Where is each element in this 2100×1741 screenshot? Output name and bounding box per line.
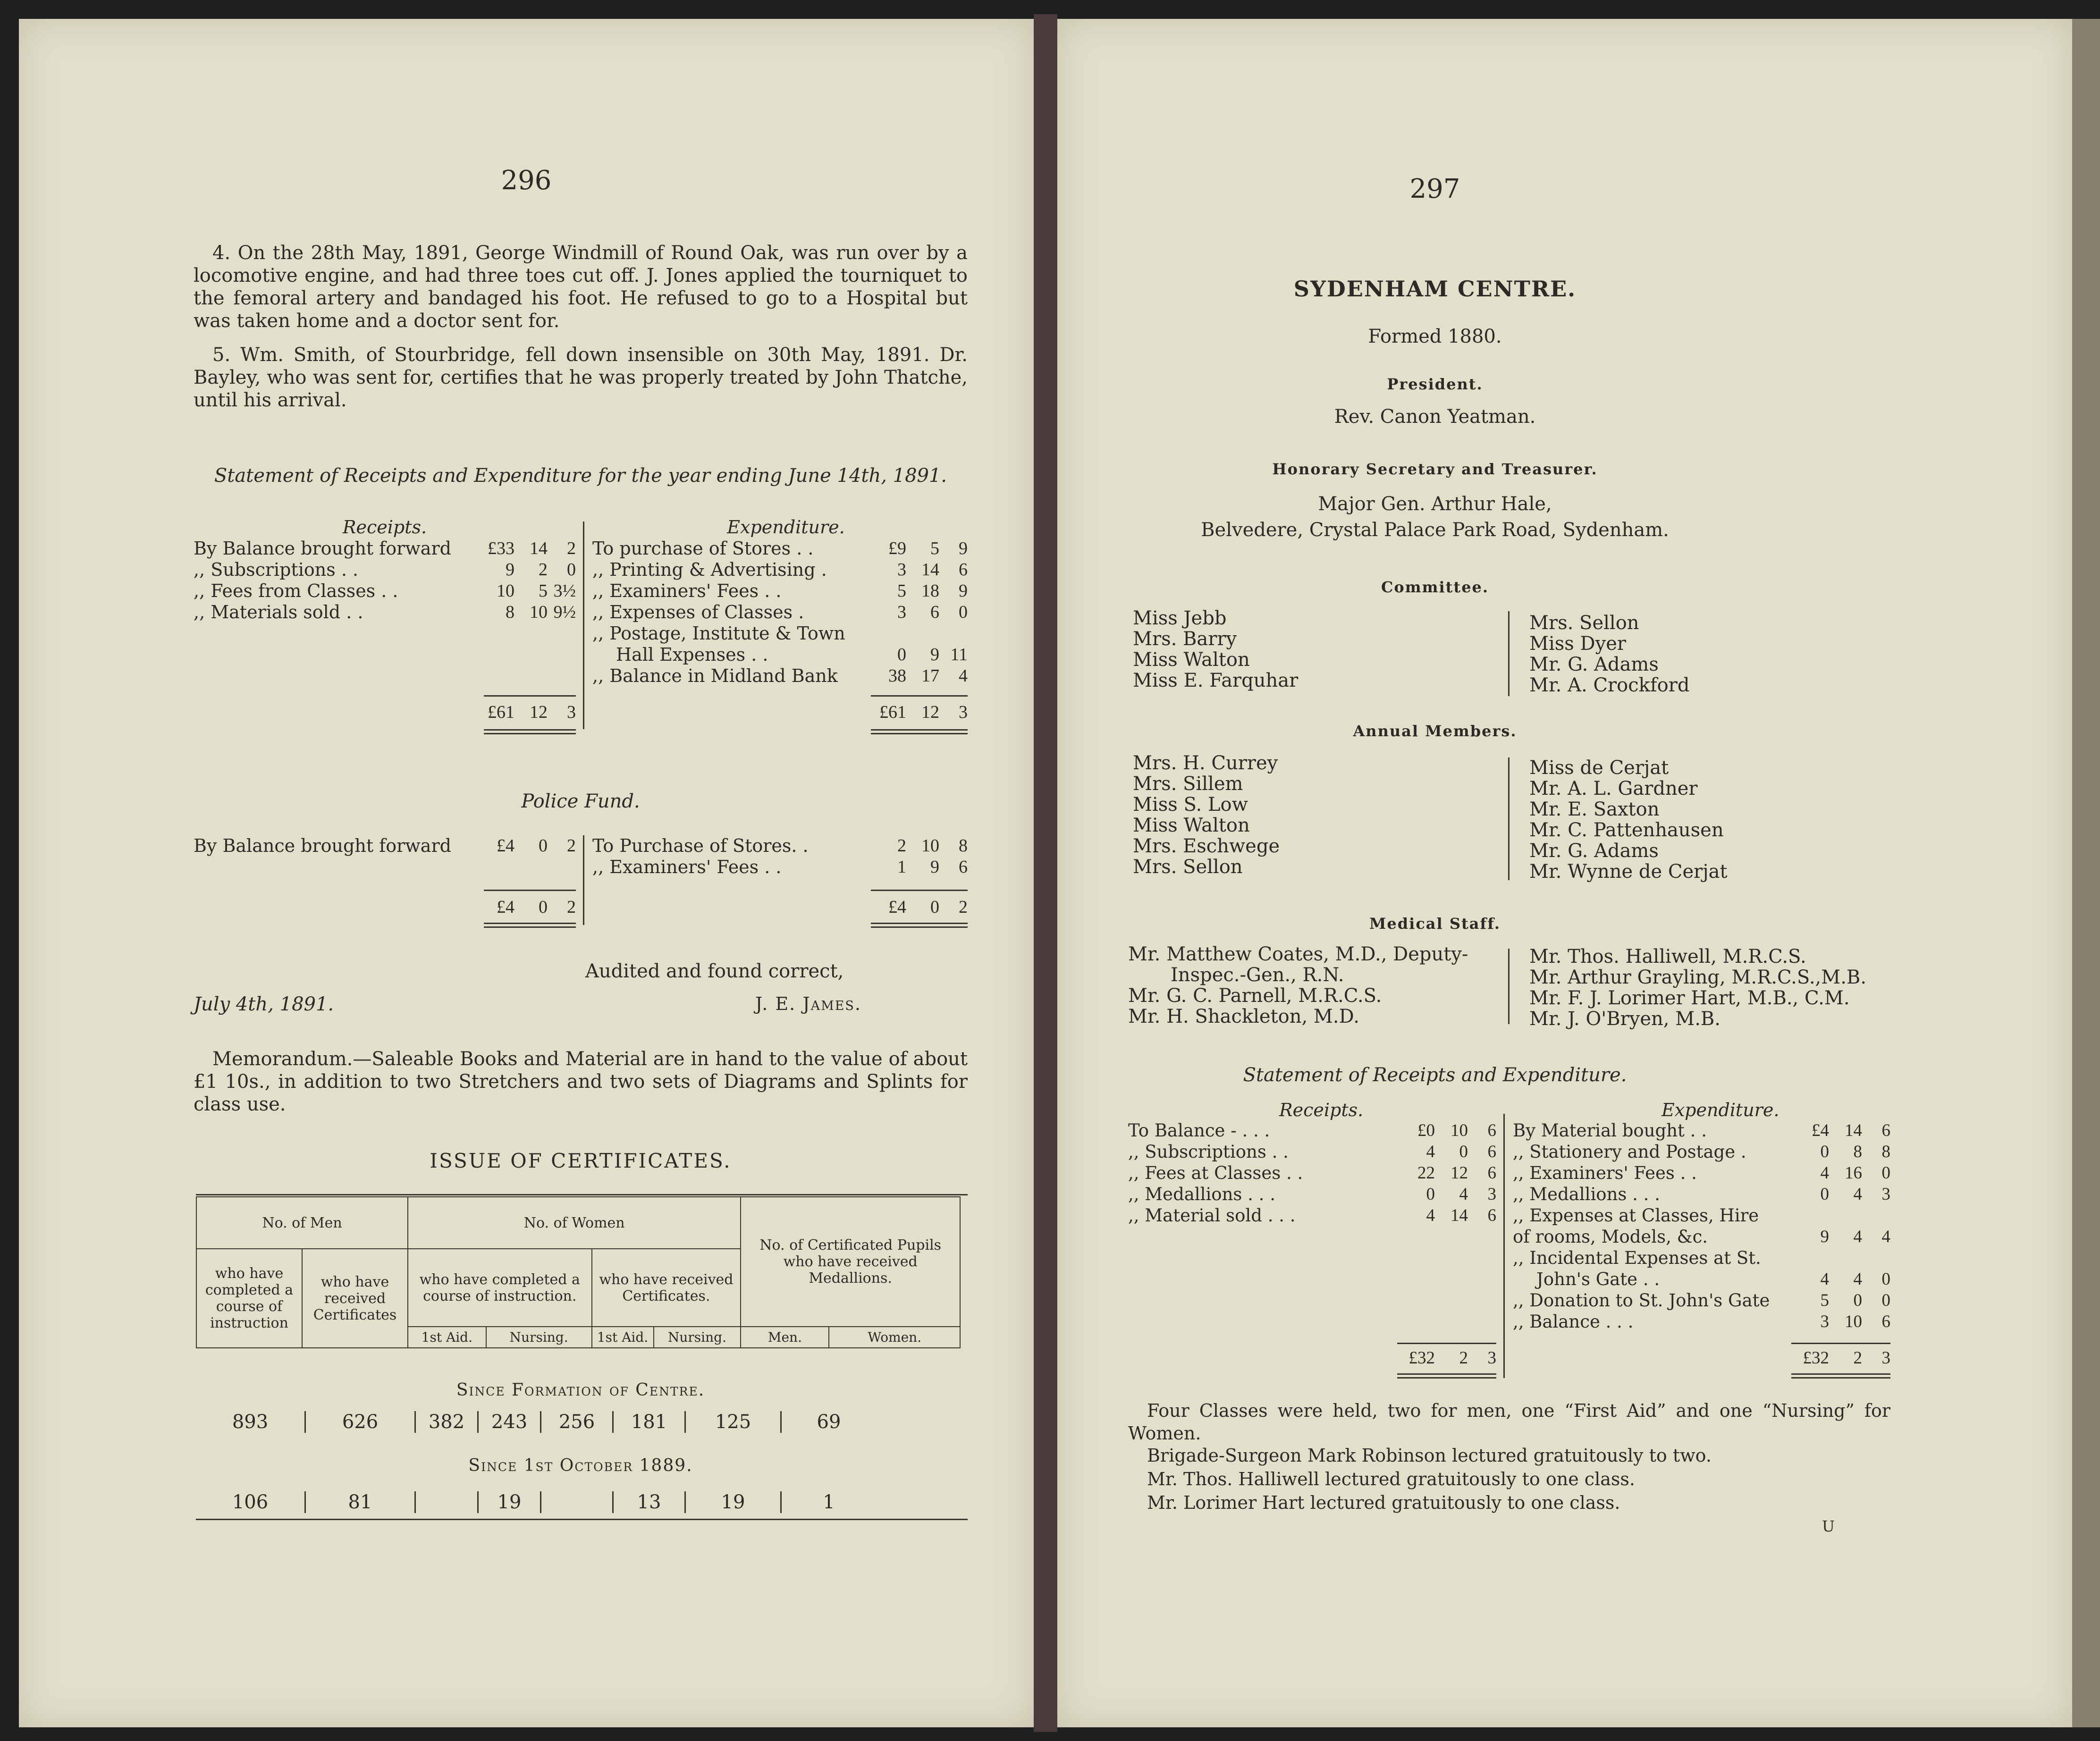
ledger-row [1513, 1141, 1890, 1162]
pounds-total: £32 [1803, 1348, 1829, 1368]
shillings-value: 17 [921, 666, 939, 686]
pounds-value: 0 [1820, 1142, 1829, 1161]
member-name: Mr. G. Adams [1529, 654, 1659, 675]
ledger-label: ,, Fees from Classes . . [194, 580, 398, 601]
table-top-rule [196, 1194, 968, 1195]
pence-value: 3½ [553, 581, 576, 601]
ledger-label: ,, Examiners' Fees . . [592, 580, 782, 601]
pence-value: 0 [1881, 1163, 1890, 1183]
ledger-divider [1503, 1114, 1505, 1378]
receipts-heading: Receipts. [1279, 1100, 1364, 1120]
signature-mark: U [1822, 1517, 1835, 1535]
shillings-value: 14 [921, 560, 939, 580]
ledger-row [1513, 1269, 1890, 1290]
pence-total: 3 [959, 702, 968, 722]
pounds-value: £9 [888, 538, 906, 558]
police-expenditure [592, 835, 968, 878]
pounds-value: 3 [897, 602, 906, 622]
ledger-row [194, 538, 576, 559]
expenditure-total [592, 702, 968, 723]
member-name: Mr. C. Pattenhausen [1529, 819, 1724, 841]
receipts-ledger [194, 538, 576, 623]
member-name: Miss Walton [1133, 815, 1250, 836]
ledger-divider [583, 835, 584, 925]
auditor-name: J. E. James. [755, 993, 862, 1014]
pounds-value: 38 [888, 666, 906, 686]
receipts-total [194, 702, 576, 723]
certificate-count: 106 [196, 1491, 306, 1513]
shillings-value: 8 [1853, 1142, 1862, 1161]
pence-value: 0 [567, 560, 576, 580]
ledger-row [1513, 1247, 1890, 1269]
shillings-value: 4 [1853, 1185, 1862, 1204]
shillings-total: 0 [539, 897, 548, 917]
pence-value: 6 [1487, 1142, 1496, 1161]
certificate-count [541, 1491, 614, 1513]
nursing-header: Nursing. [486, 1327, 592, 1348]
certificate-count: 81 [306, 1491, 416, 1513]
ledger-label: ,, Material sold . . . [1128, 1205, 1296, 1226]
ledger-label: John's Gate . . [1536, 1269, 1660, 1289]
shillings-value: 9 [930, 857, 939, 877]
pounds-value: 4 [1820, 1163, 1829, 1183]
member-name: Mrs. Sellon [1529, 612, 1639, 634]
police-receipts [194, 835, 576, 857]
shillings-value: 5 [930, 538, 939, 558]
member-name: Miss Dyer [1529, 633, 1626, 655]
ledger-label: To purchase of Stores . . [592, 538, 814, 559]
shillings-value: 4 [1459, 1185, 1468, 1204]
pence-value: 2 [567, 836, 576, 856]
pounds-value: 3 [1820, 1312, 1829, 1331]
pence-value: 11 [950, 645, 968, 664]
women-completed-header: who have completed a course of instruction. [408, 1249, 592, 1327]
member-name: Mr. F. J. Lorimer Hart, M.B., C.M. [1529, 987, 1850, 1009]
expenditure-heading: Expenditure. [1661, 1100, 1780, 1120]
expenditure-total [1513, 1347, 1890, 1369]
member-name: Mr. G. C. Parnell, M.R.C.S. [1128, 985, 1382, 1007]
double-rule [871, 923, 968, 928]
certificate-count: 1 [823, 1491, 835, 1513]
double-rule [484, 923, 576, 928]
medical-staff-heading: Medical Staff. [1369, 915, 1501, 933]
ledger-row [1513, 1226, 1890, 1247]
pounds-value: £4 [497, 836, 514, 856]
total-rule [1397, 1343, 1496, 1344]
ledger-label: of rooms, Models, &c. [1513, 1227, 1708, 1247]
table-bottom-rule [196, 1519, 968, 1520]
ledger-label: ,, Expenses at Classes, Hire [1513, 1205, 1759, 1226]
pounds-value: 0 [1820, 1185, 1829, 1204]
member-name: Miss Walton [1133, 649, 1250, 671]
list-divider [1508, 611, 1510, 696]
ledger-label: ,, Incidental Expenses at St. [1513, 1248, 1761, 1268]
secretary-address: Belvedere, Crystal Palace Park Road, Sydenham. [1201, 519, 1669, 541]
ledger-row [194, 559, 576, 580]
shillings-value: 12 [1451, 1163, 1468, 1183]
pounds-value [1791, 1247, 1829, 1269]
since-october-heading: Since 1st October 1889. [468, 1456, 693, 1475]
men-header: No. of Men [196, 1197, 408, 1249]
member-name: Mrs. Eschwege [1133, 835, 1280, 857]
pounds-value: 0 [1426, 1185, 1435, 1204]
pounds-value: £4 [1812, 1121, 1829, 1140]
certificate-count: 626 [306, 1411, 416, 1433]
certificate-count: 13 [614, 1491, 686, 1513]
police-total-left [194, 897, 576, 918]
ledger-row [592, 857, 968, 878]
shillings-value: 10 [1845, 1312, 1862, 1331]
pounds-value: 22 [1417, 1163, 1435, 1183]
expenditure-ledger [1513, 1120, 1890, 1332]
ledger-row [592, 602, 968, 623]
ledger-row [194, 602, 576, 623]
shillings-value: 10 [921, 836, 939, 856]
women-received-header: who have received Certificates. [592, 1249, 741, 1327]
ledger-row [592, 835, 968, 857]
double-rule [484, 729, 576, 734]
ledger-row [592, 559, 968, 580]
shillings-value: 14 [530, 538, 548, 558]
ledger-label: ,, Donation to St. John's Gate [1513, 1290, 1770, 1311]
ledger-label: ,, Balance in Midland Bank [592, 665, 838, 686]
first-aid-header: 1st Aid. [592, 1327, 654, 1348]
member-name: Mrs. Sellon [1133, 856, 1243, 878]
classes-note: Four Classes were held, two for men, one “First Aid” and one “Nursing” for Women. [1128, 1400, 1890, 1444]
shillings-total: 12 [921, 702, 939, 722]
ledger-label: ,, Postage, Institute & Town [592, 623, 845, 644]
pounds-value: £33 [488, 538, 514, 558]
statement-title: Statement of Receipts and Expenditure. [1243, 1064, 1627, 1086]
pence-total: 2 [567, 897, 576, 917]
pounds-value: 4 [1426, 1142, 1435, 1161]
ledger-divider [583, 521, 584, 729]
pence-value: 6 [1487, 1121, 1496, 1140]
certificate-count: 19 [479, 1491, 541, 1513]
shillings-value: 0 [539, 836, 548, 856]
shillings-value [906, 623, 939, 644]
pounds-value: 4 [1426, 1206, 1435, 1225]
pence-value: 4 [1881, 1227, 1890, 1246]
men-completed-header: who have completed a course of instruction [196, 1249, 302, 1348]
total-rule [484, 695, 576, 697]
medallions-header: No. of Certificated Pupils who have received Medallions. [741, 1197, 960, 1327]
member-name: Mr. Arthur Grayling, M.R.C.S.,M.B. [1529, 967, 1867, 988]
ledger-label: ,, Examiners' Fees . . [1513, 1163, 1697, 1183]
certificate-count: 243 [479, 1411, 541, 1433]
since-october-row [196, 1491, 961, 1513]
shillings-value: 10 [1451, 1121, 1468, 1140]
nursing-header: Nursing. [654, 1327, 741, 1348]
issue-of-certificates-title: ISSUE OF CERTIFICATES. [430, 1149, 732, 1172]
ledger-label: ,, Printing & Advertising . [592, 559, 827, 580]
double-rule [1791, 1373, 1890, 1379]
pence-value [1862, 1247, 1890, 1269]
shillings-total: 2 [1853, 1348, 1862, 1368]
receipts-heading: Receipts. [342, 517, 427, 538]
medallions-women-header: Women. [829, 1327, 960, 1348]
ledger-row [1128, 1141, 1496, 1162]
certificate-count: 382 [416, 1411, 479, 1433]
member-name: Mr. Thos. Halliwell, M.R.C.S. [1529, 946, 1806, 967]
ledger-row [194, 580, 576, 602]
book-gutter [1034, 14, 1057, 1732]
since-formation-row [196, 1411, 961, 1433]
shillings-value [1829, 1205, 1862, 1226]
certificates-table [196, 1196, 961, 1348]
pence-total: 3 [1487, 1348, 1496, 1368]
total-rule [1791, 1343, 1890, 1344]
pence-value: 6 [1881, 1121, 1890, 1140]
pounds-value: £0 [1417, 1121, 1435, 1140]
pence-value: 8 [959, 836, 968, 856]
shillings-value: 5 [539, 581, 548, 601]
member-name: Miss E. Farquhar [1133, 670, 1299, 691]
shillings-value: 18 [921, 581, 939, 601]
double-rule [871, 729, 968, 734]
statement-title: Statement of Receipts and Expenditure for the year ending June 14th, 1891. [214, 465, 947, 487]
ledger-label: ,, Examiners' Fees . . [592, 857, 782, 877]
member-name: Mr. E. Saxton [1529, 799, 1660, 820]
annual-members-heading: Annual Members. [1353, 722, 1517, 740]
expenditure-heading: Expenditure. [727, 517, 845, 538]
pounds-value: 1 [897, 857, 906, 877]
police-total-right [592, 897, 968, 918]
member-name: Mr. G. Adams [1529, 840, 1659, 862]
ledger-label: ,, Balance . . . [1513, 1312, 1634, 1332]
ledger-row [592, 623, 968, 644]
centre-title: SYDENHAM CENTRE. [1293, 276, 1577, 302]
pence-total: 3 [567, 702, 576, 722]
pounds-value [869, 623, 906, 644]
pence-value: 4 [959, 666, 968, 686]
pence-value: 9 [959, 581, 968, 601]
total-rule [484, 890, 576, 891]
double-rule [1397, 1373, 1496, 1379]
ledger-row [1513, 1290, 1890, 1311]
member-name: Mr. A. Crockford [1529, 674, 1690, 696]
pence-value: 3 [1487, 1185, 1496, 1204]
pounds-value: 3 [897, 560, 906, 580]
pence-total: 3 [1881, 1348, 1890, 1368]
ledger-row [1128, 1184, 1496, 1205]
secretary-heading: Honorary Secretary and Treasurer. [1272, 460, 1598, 478]
pounds-value: 10 [497, 581, 514, 601]
memorandum: Memorandum.—Saleable Books and Material are in hand to the value of about £1 10s., in addition to two Stretchers and two sets of Diagrams and Splints for class use. [194, 1048, 968, 1115]
shillings-value: 2 [539, 560, 548, 580]
shillings-value: 4 [1853, 1270, 1862, 1289]
certificate-count: 19 [686, 1491, 782, 1513]
receipts-ledger [1128, 1120, 1496, 1226]
member-name: Mrs. Barry [1133, 628, 1237, 650]
member-name: Miss de Cerjat [1529, 757, 1669, 779]
president-name: Rev. Canon Yeatman. [1334, 406, 1536, 428]
since-formation-heading: Since Formation of Centre. [456, 1380, 705, 1400]
ledger-row [194, 835, 576, 857]
shillings-value: 9 [930, 645, 939, 664]
annual-left-list [1133, 753, 1280, 877]
pence-value [939, 623, 968, 644]
pounds-value: 4 [1820, 1270, 1829, 1289]
ledger-row [1513, 1120, 1890, 1141]
shillings-value: 14 [1845, 1121, 1862, 1140]
medallions-men-header: Men. [741, 1327, 829, 1348]
member-name: Miss Jebb [1133, 607, 1227, 629]
pence-value: 9½ [553, 602, 576, 622]
pounds-value: 5 [897, 581, 906, 601]
ledger-label: ,, Stationery and Postage . [1513, 1142, 1746, 1162]
pounds-value: 9 [1820, 1227, 1829, 1246]
ledger-label: By Balance brought forward [194, 538, 451, 559]
ledger-label: ,, Materials sold . . [194, 602, 363, 622]
president-heading: President. [1387, 375, 1483, 393]
certificate-count: 181 [614, 1411, 686, 1433]
pounds-value: 2 [897, 836, 906, 856]
shillings-value: 0 [1853, 1291, 1862, 1310]
certificate-count: 69 [817, 1411, 841, 1433]
pence-value: 2 [567, 538, 576, 558]
ledger-row [592, 665, 968, 687]
pence-value [1862, 1205, 1890, 1226]
ledger-row [1513, 1205, 1890, 1226]
right-page [1057, 19, 2072, 1727]
pence-value: 0 [959, 602, 968, 622]
medical-right-list [1529, 946, 1866, 1029]
shillings-total: 12 [530, 702, 548, 722]
incident-paragraph-5: 5. Wm. Smith, of Stourbridge, fell down insensible on 30th May, 1891. Dr. Bayley, who was sent for, certifies that he was properly treated by John Thatche, until his arrival. [194, 344, 968, 411]
shillings-value: 4 [1853, 1227, 1862, 1246]
shillings-value: 14 [1451, 1206, 1468, 1225]
police-fund-title: Police Fund. [521, 791, 640, 812]
total-rule [871, 695, 968, 697]
medical-left-list [1128, 944, 1468, 1027]
certificate-count: 125 [686, 1411, 782, 1433]
pence-value: 6 [1487, 1206, 1496, 1225]
committee-heading: Committee. [1381, 578, 1489, 596]
pounds-total: £61 [879, 702, 906, 722]
ledger-row [1513, 1162, 1890, 1184]
pounds-total: £4 [888, 897, 906, 917]
member-name: Mr. Matthew Coates, M.D., Deputy- [1128, 943, 1468, 965]
lecture-line-3: Mr. Lorimer Hart lectured gratuitously to one class. [1147, 1492, 1620, 1513]
shillings-total: 2 [1459, 1348, 1468, 1368]
page-number: 297 [1409, 174, 1460, 204]
pence-value: 8 [1881, 1142, 1890, 1161]
ledger-row [1513, 1311, 1890, 1332]
pence-value: 6 [1487, 1163, 1496, 1183]
list-divider [1508, 757, 1510, 880]
page-number: 296 [501, 165, 552, 196]
shillings-value: 0 [1459, 1142, 1468, 1161]
ledger-label: By Material bought . . [1513, 1120, 1707, 1141]
ledger-label: By Balance brought forward [194, 835, 451, 856]
pence-value: 0 [1881, 1270, 1890, 1289]
formed-date: Formed 1880. [1368, 326, 1502, 347]
shillings-total: 0 [930, 897, 939, 917]
pounds-value: 5 [1820, 1291, 1829, 1310]
pence-value: 9 [959, 538, 968, 558]
ledger-label: ,, Subscriptions . . [194, 559, 359, 580]
shillings-value [1829, 1247, 1862, 1269]
pounds-total: £32 [1408, 1348, 1435, 1368]
member-name: Inspec.-Gen., R.N. [1171, 964, 1344, 986]
certificate-count: 256 [541, 1411, 614, 1433]
member-name: Mr. A. L. Gardner [1529, 778, 1698, 799]
first-aid-header: 1st Aid. [408, 1327, 486, 1348]
member-name: Miss S. Low [1133, 794, 1248, 816]
member-name: Mr. Wynne de Cerjat [1529, 861, 1728, 883]
ledger-row [1128, 1162, 1496, 1184]
ledger-row [1513, 1184, 1890, 1205]
pounds-value: 9 [506, 560, 514, 580]
ledger-label: To Purchase of Stores. . [592, 835, 809, 856]
ledger-label: ,, Medallions . . . [1513, 1184, 1660, 1204]
ledger-label: ,, Fees at Classes . . [1128, 1163, 1303, 1183]
shillings-value: 16 [1845, 1163, 1862, 1183]
receipts-total [1128, 1347, 1496, 1369]
pence-value: 3 [1881, 1185, 1890, 1204]
pounds-total: £4 [497, 897, 514, 917]
ledger-label: ,, Subscriptions . . [1128, 1142, 1289, 1162]
ledger-label: ,, Medallions . . . [1128, 1184, 1275, 1204]
pence-value: 6 [1881, 1312, 1890, 1331]
incident-paragraph-4: 4. On the 28th May, 1891, George Windmill of Round Oak, was run over by a locomotive engine, and had three toes cut off. J. Jones applied the tourniquet to the femoral artery and bandaged his foot. He refused to go to a Hospital but was taken home and a doctor sent for. [194, 242, 968, 332]
left-page [19, 19, 1034, 1727]
ledger-row [1128, 1205, 1496, 1226]
lecture-line-2: Mr. Thos. Halliwell lectured gratuitously to one class. [1147, 1469, 1635, 1489]
ledger-label: To Balance - . . . [1128, 1120, 1270, 1141]
pounds-total: £61 [488, 702, 514, 722]
pence-total: 2 [959, 897, 968, 917]
member-name: Mrs. Sillem [1133, 773, 1243, 795]
ledger-label: Hall Expenses . . [616, 644, 768, 665]
pence-value: 6 [959, 857, 968, 877]
certificate-count [416, 1491, 479, 1513]
women-header: No. of Women [408, 1197, 741, 1249]
expenditure-ledger [592, 538, 968, 687]
men-received-header: who have received Certificates [302, 1249, 408, 1348]
member-name: Mr. H. Shackleton, M.D. [1128, 1006, 1359, 1027]
committee-left-list [1133, 608, 1298, 691]
ledger-row [592, 644, 968, 665]
shillings-value: 10 [530, 602, 548, 622]
member-name: Mr. J. O'Bryen, M.B. [1529, 1008, 1721, 1030]
annual-right-list [1529, 757, 1728, 882]
lecture-line-1: Brigade-Surgeon Mark Robinson lectured gratuitously to two. [1147, 1445, 1712, 1466]
pounds-value [1791, 1205, 1829, 1226]
audited-text: Audited and found correct, [585, 960, 844, 982]
list-divider [1508, 949, 1510, 1024]
pence-value: 0 [1881, 1291, 1890, 1310]
pounds-value: 8 [506, 602, 514, 622]
committee-right-list [1529, 613, 1690, 696]
ledger-row [592, 580, 968, 602]
shillings-value: 6 [930, 602, 939, 622]
pounds-value: 0 [897, 645, 906, 664]
audit-date: July 4th, 1891. [194, 993, 334, 1015]
ledger-label: ,, Expenses of Classes . [592, 602, 804, 622]
member-name: Mrs. H. Currey [1133, 752, 1278, 774]
ledger-row [1128, 1120, 1496, 1141]
pence-value: 6 [959, 560, 968, 580]
secretary-name: Major Gen. Arthur Hale, [1318, 493, 1552, 515]
page-edge [2072, 19, 2100, 1727]
ledger-row [592, 538, 968, 559]
total-rule [871, 890, 968, 891]
certificate-count: 893 [196, 1411, 306, 1433]
